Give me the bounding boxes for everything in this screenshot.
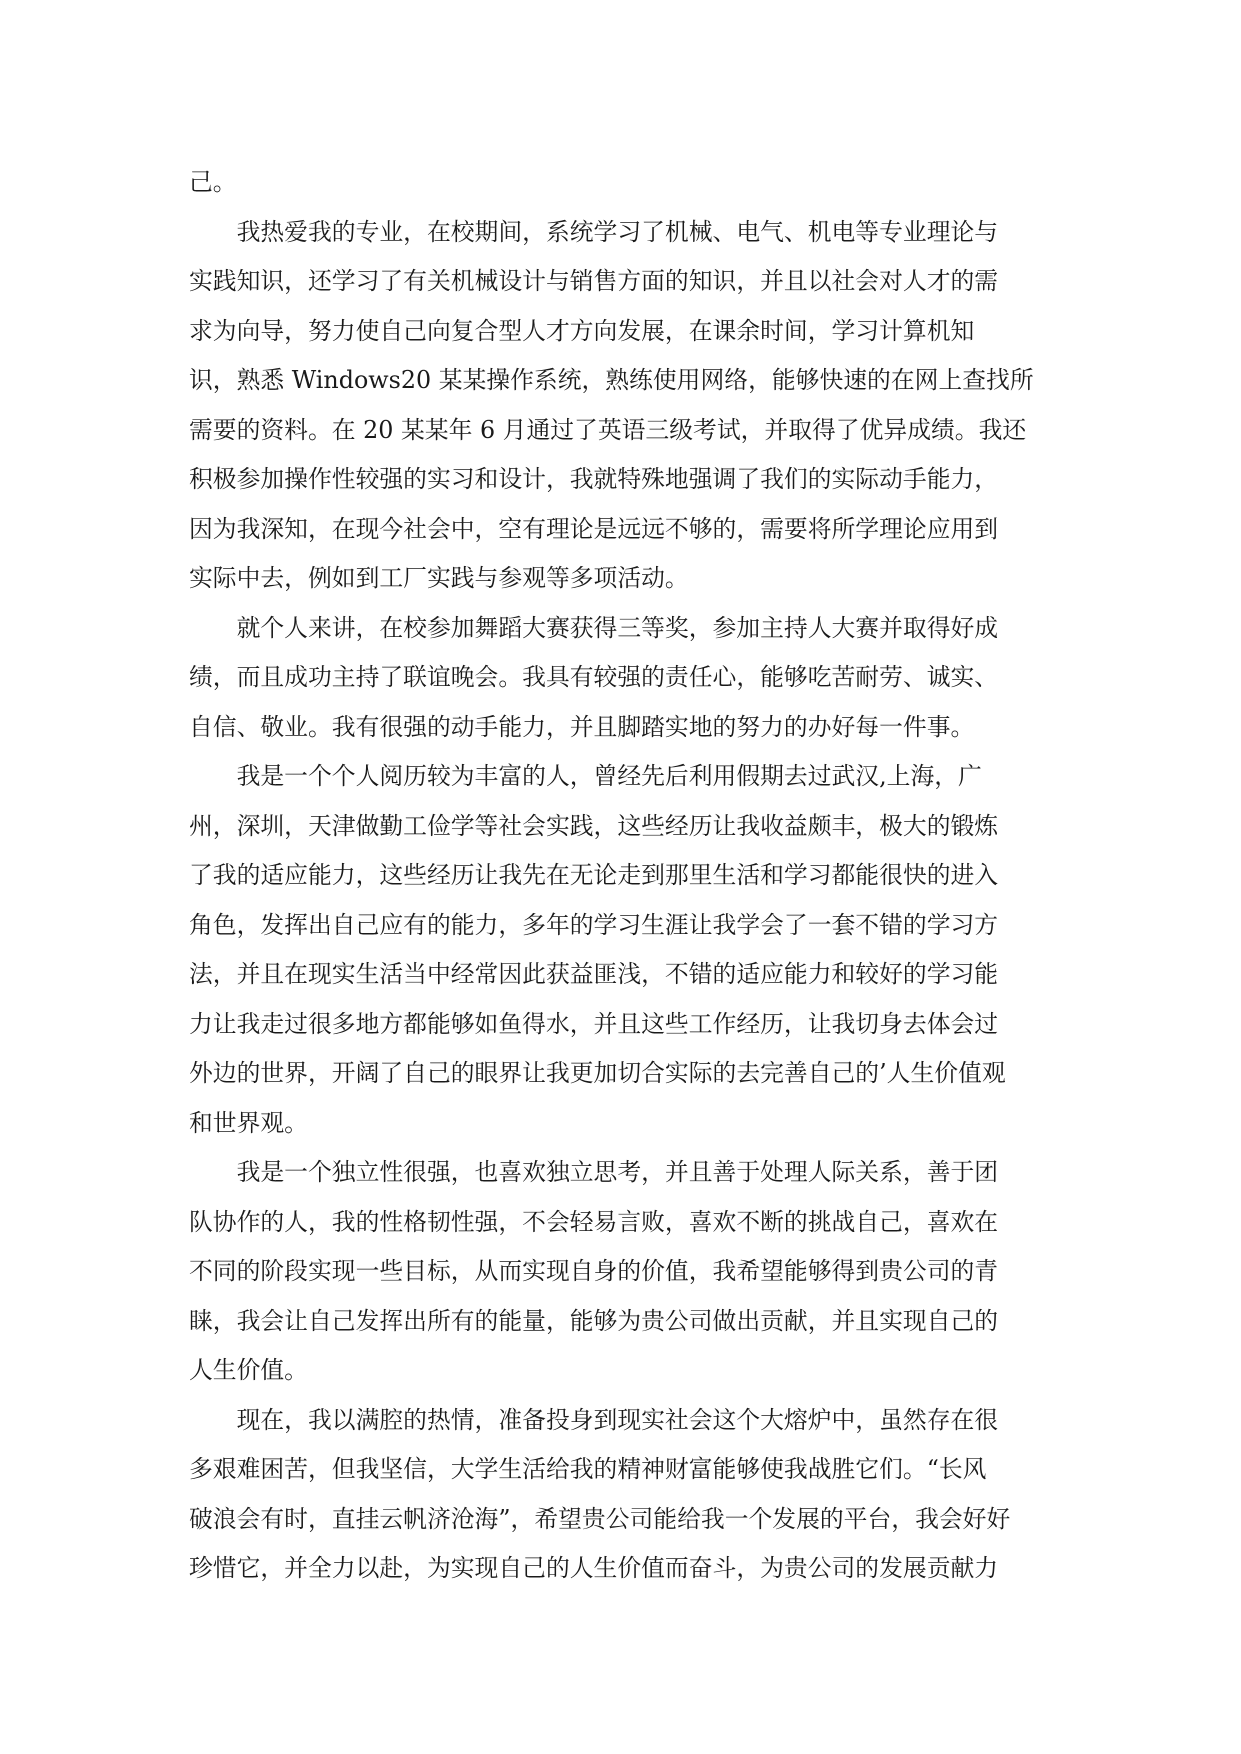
text-line: 绩，而且成功主持了联谊晚会。我具有较强的责任心，能够吃苦耐劳、诚实、 xyxy=(189,663,999,691)
text-line: 现在，我以满腔的热情，准备投身到现实社会这个大熔炉中，虽然存在很 xyxy=(189,1405,999,1434)
text-line: 我热爱我的专业，在校期间，系统学习了机械、电气、机电等专业理论与 xyxy=(189,217,999,246)
text-line: 角色，发挥出自己应有的能力，多年的学习生涯让我学会了一套不错的学习方 xyxy=(189,910,999,939)
text-line: 和世界观。 xyxy=(189,1108,308,1137)
text-line: 就个人来讲，在校参加舞蹈大赛获得三等奖，参加主持人大赛并取得好成 xyxy=(189,613,999,642)
text-line: 睐，我会让自己发挥出所有的能量，能够为贵公司做出贡献，并且实现自己的 xyxy=(189,1306,999,1335)
text-line: 自信、敬业。我有很强的动手能力，并且脚踏实地的努力的办好每一件事。 xyxy=(189,712,975,741)
text-line: 需要的资料。在 20 某某年 6 月通过了英语三级考试，并取得了优异成绩。我还 xyxy=(189,415,1027,444)
text-line: 我是一个个人阅历较为丰富的人，曾经先后利用假期去过武汉,上海，广 xyxy=(189,762,982,790)
text-line: 外边的世界，开阔了自己的眼界让我更加切合实际的去完善自己的’人生价值观 xyxy=(189,1059,1006,1087)
text-line: 实践知识，还学习了有关机械设计与销售方面的知识，并且以社会对人才的需 xyxy=(189,267,999,295)
text-line: 不同的阶段实现一些目标，从而实现自身的价值，我希望能够得到贵公司的青 xyxy=(189,1257,999,1285)
text-line: 求为向导，努力使自己向复合型人才方向发展，在课余时间，学习计算机知 xyxy=(189,316,975,345)
text-line: 珍惜它，并全力以赴，为实现自己的人生价值而奋斗，为贵公司的发展贡献力 xyxy=(189,1554,999,1582)
text-line: 己。 xyxy=(189,168,237,196)
text-line: 了我的适应能力，这些经历让我先在无论走到那里生活和学习都能很快的进入 xyxy=(189,861,999,889)
text-line: 因为我深知，在现今社会中，空有理论是远远不够的，需要将所学理论应用到 xyxy=(189,514,999,543)
text-line: 积极参加操作性较强的实习和设计，我就特殊地强调了我们的实际动手能力， xyxy=(189,465,999,493)
text-line: 力让我走过很多地方都能够如鱼得水，并且这些工作经历，让我切身去体会过 xyxy=(189,1009,999,1038)
text-line: 识，熟悉 Windows20 某某操作系统，熟练使用网络，能够快速的在网上查找所 xyxy=(189,366,1034,394)
text-line: 多艰难困苦，但我坚信，大学生活给我的精神财富能够使我战胜它们。“长风 xyxy=(189,1455,987,1483)
text-line: 人生价值。 xyxy=(189,1356,308,1384)
text-line: 法，并且在现实生活当中经常因此获益匪浅，不错的适应能力和较好的学习能 xyxy=(189,960,999,988)
text-line: 破浪会有时，直挂云帆济沧海”，希望贵公司能给我一个发展的平台，我会好好 xyxy=(189,1504,1011,1533)
body-text xyxy=(189,158,1069,1594)
text-line: 州，深圳，天津做勤工俭学等社会实践，这些经历让我收益颇丰，极大的锻炼 xyxy=(189,811,999,840)
text-line: 队协作的人，我的性格韧性强，不会轻易言败，喜欢不断的挑战自己，喜欢在 xyxy=(189,1207,999,1236)
text-line: 实际中去，例如到工厂实践与参观等多项活动。 xyxy=(189,564,689,592)
text-line: 我是一个独立性很强，也喜欢独立思考，并且善于处理人际关系，善于团 xyxy=(189,1158,999,1186)
